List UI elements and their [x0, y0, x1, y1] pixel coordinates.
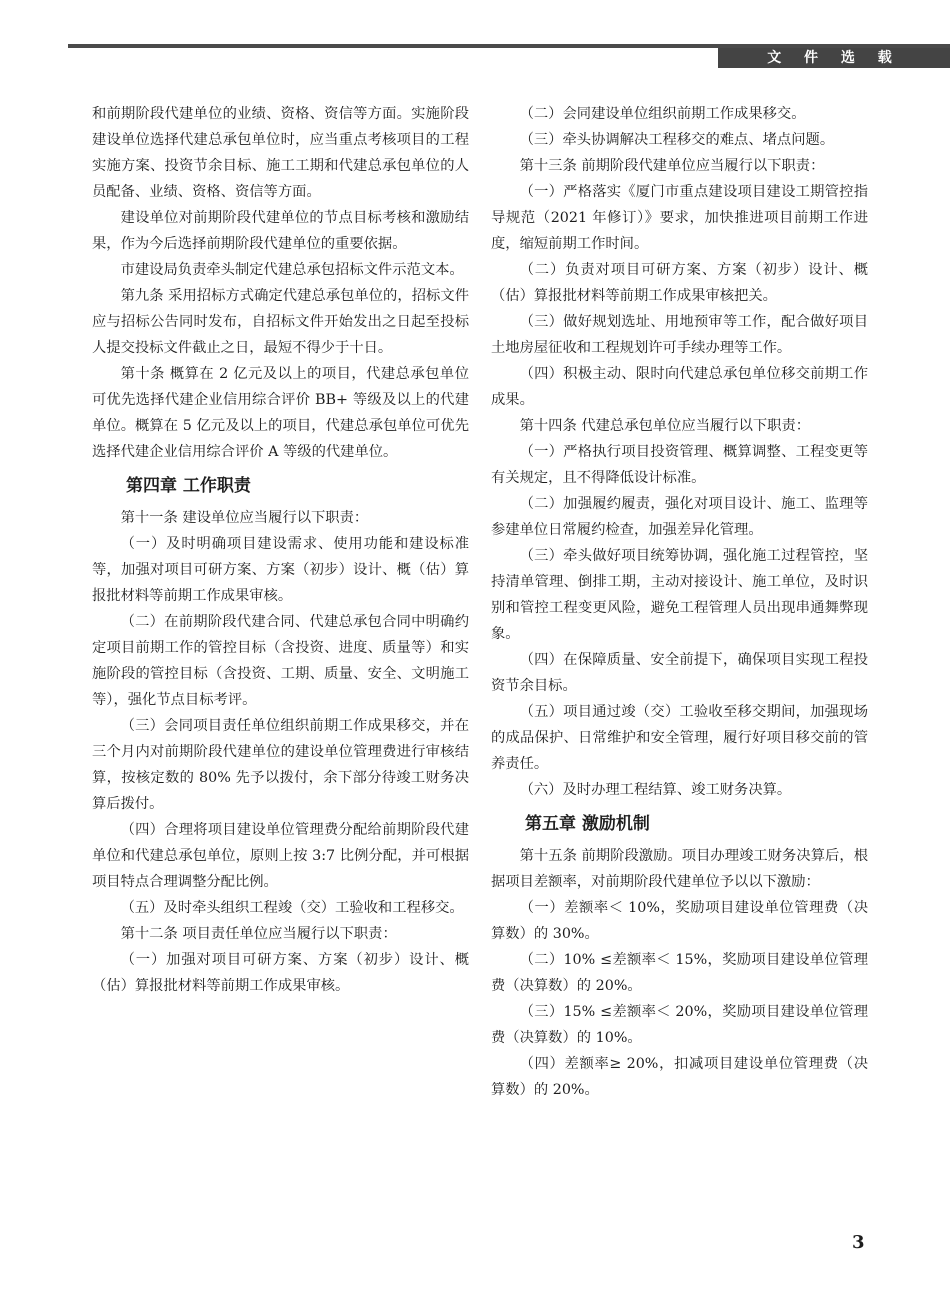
right-column	[491, 101, 868, 1103]
paragraph: 建设单位对前期阶段代建单位的节点目标考核和激励结果，作为今后选择前期阶段代建单位的重要依据。	[92, 210, 469, 252]
list-item: （五）项目通过竣（交）工验收至移交期间，加强现场的成品保护、日常维护和安全管理，履行好项目移交前的管养责任。	[491, 704, 868, 772]
list-item: （四）积极主动、限时向代建总承包单位移交前期工作成果。	[491, 366, 868, 408]
list-item: （二）10% ≤差额率＜ 15%，奖励项目建设单位管理费（决算数）的 20%。	[491, 952, 868, 994]
list-item: （四）差额率≥ 20%，扣减项目建设单位管理费（决算数）的 20%。	[491, 1056, 868, 1098]
paragraph: 市建设局负责牵头制定代建总承包招标文件示范文本。	[120, 262, 464, 278]
list-item: （二）加强履约履责，强化对项目设计、施工、监理等参建单位日常履约检查，加强差异化管理。	[491, 496, 868, 538]
article-12: 第十二条 项目责任单位应当履行以下职责：	[120, 926, 397, 942]
article-14: 第十四条 代建总承包单位应当履行以下职责：	[519, 418, 811, 434]
list-item: （三）牵头做好项目统筹协调，强化施工过程管控，坚持清单管理、倒排工期，主动对接设计、施工单位，及时识别和管控工程变更风险，避免工程管理人员出现串通舞弊现象。	[491, 548, 868, 642]
article-13: 第十三条 前期阶段代建单位应当履行以下职责：	[519, 158, 825, 174]
left-column	[92, 101, 469, 999]
article-9: 第九条 采用招标方式确定代建总承包单位的，招标文件应与招标公告同时发布，自招标文件开始发出之日起至投标人提交投标文件截止之日，最短不得少于十日。	[92, 288, 469, 356]
list-item: （三）做好规划选址、用地预审等工作，配合做好项目土地房屋征收和工程规划许可手续办理等工作。	[491, 314, 868, 356]
chapter-5-heading: 第五章 激励机制	[525, 814, 650, 834]
list-item: （三）会同项目责任单位组织前期工作成果移交，并在三个月内对前期阶段代建单位的建设单位管理费进行审核结算，按核定数的 80% 先予以拨付，余下部分待竣工财务决算后拨付。	[92, 718, 469, 812]
list-item: （四）合理将项目建设单位管理费分配给前期阶段代建单位和代建总承包单位，原则上按 3:7 比例分配，并可根据项目特点合理调整分配比例。	[92, 822, 469, 890]
list-item: （一）严格执行项目投资管理、概算调整、工程变更等有关规定，且不得降低设计标准。	[491, 444, 868, 486]
list-item: （三）牵头协调解决工程移交的难点、堵点问题。	[519, 132, 835, 148]
list-item: （一）加强对项目可研方案、方案（初步）设计、概（估）算报批材料等前期工作成果审核。	[92, 952, 469, 994]
list-item: （二）在前期阶段代建合同、代建总承包合同中明确约定项目前期工作的管控目标（含投资、进度、质量等）和实施阶段的管控目标（含投资、工期、质量、安全、文明施工等），强化节点目标考评。	[92, 614, 469, 708]
article-11: 第十一条 建设单位应当履行以下职责：	[120, 510, 369, 526]
list-item: （一）严格落实《厦门市重点建设项目建设工期管控指导规范（2021 年修订）》要求，加快推进项目前期工作进度，缩短前期工作时间。	[491, 184, 868, 252]
chapter-4-heading: 第四章 工作职责	[126, 476, 251, 496]
article-10: 第十条 概算在 2 亿元及以上的项目，代建总承包单位可优先选择代建企业信用综合评价 BB+ 等级及以上的代建单位。概算在 5 亿元及以上的项目，代建总承包单位可优先选择代建企业信用综合评价 A 等级的代建单位。	[92, 366, 469, 460]
list-item: （一）及时明确项目建设需求、使用功能和建设标准等，加强对项目可研方案、方案（初步）设计、概（估）算报批材料等前期工作成果审核。	[92, 536, 469, 604]
list-item: （二）负责对项目可研方案、方案（初步）设计、概（估）算报批材料等前期工作成果审核把关。	[491, 262, 868, 304]
list-item: （二）会同建设单位组织前期工作成果移交。	[519, 106, 806, 122]
list-item: （四）在保障质量、安全前提下，确保项目实现工程投资节余目标。	[491, 652, 868, 694]
list-item: （三）15% ≤差额率＜ 20%，奖励项目建设单位管理费（决算数）的 10%。	[491, 1004, 868, 1046]
section-label: 文 件 选 载	[718, 48, 950, 68]
list-item: （一）差额率＜ 10%，奖励项目建设单位管理费（决算数）的 30%。	[491, 900, 868, 942]
page-number: 3	[852, 1232, 865, 1253]
article-15: 第十五条 前期阶段激励。项目办理竣工财务决算后，根据项目差额率，对前期阶段代建单位予以以下激励：	[491, 848, 868, 890]
list-item: （六）及时办理工程结算、竣工财务决算。	[519, 782, 792, 798]
list-item: （五）及时牵头组织工程竣（交）工验收和工程移交。	[120, 900, 464, 916]
paragraph: 和前期阶段代建单位的业绩、资格、资信等方面。实施阶段建设单位选择代建总承包单位时，应当重点考核项目的工程实施方案、投资节余目标、施工工期和代建总承包单位的人员配备、业绩、资格、资信等方面。	[92, 106, 469, 200]
